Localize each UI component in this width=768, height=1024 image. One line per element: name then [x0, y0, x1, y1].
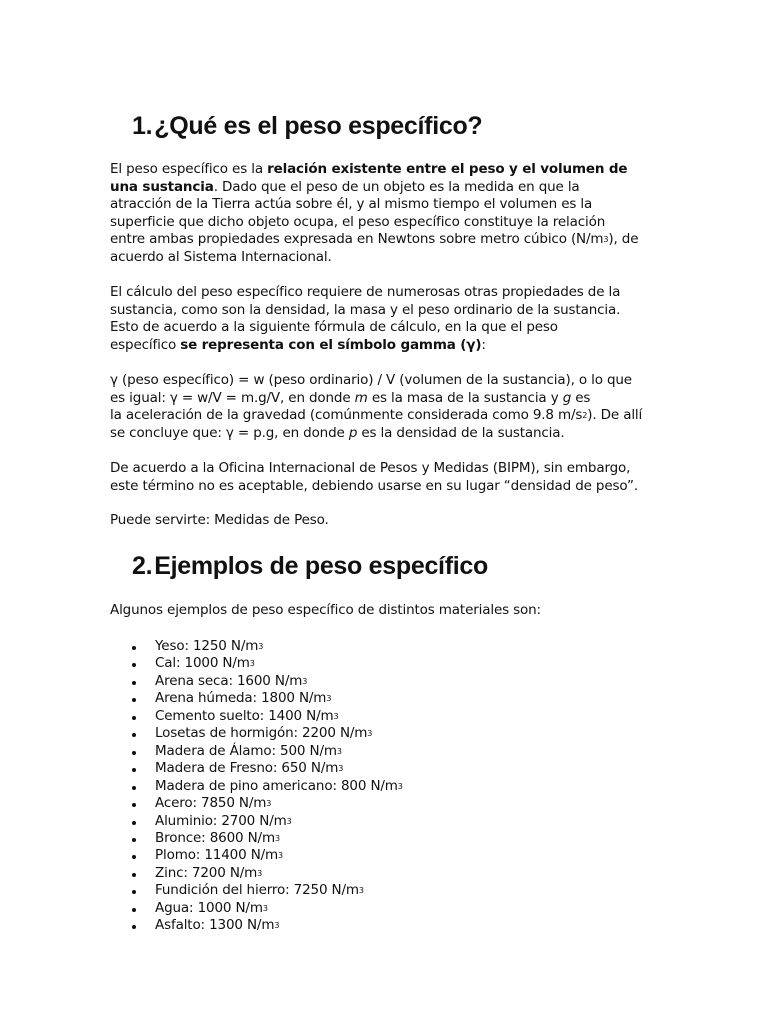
text-line: [110, 425, 658, 443]
section-heading-examples: [132, 551, 488, 581]
list-item: [130, 813, 403, 830]
paragraph-bipm: [110, 460, 658, 495]
bold-text: una sustancia: [110, 178, 214, 195]
list-item: [130, 900, 403, 917]
list-item-text: Madera de Álamo: 500 N/m: [155, 742, 337, 759]
superscript: 3: [274, 833, 280, 843]
section-heading-what-is: [132, 111, 482, 141]
list-item: [130, 917, 403, 934]
text-run: es: [571, 389, 591, 406]
paragraph-calculation: [110, 284, 658, 354]
text-line: Algunos ejemplos de peso específico de distintos materiales son:: [110, 602, 541, 618]
italic-variable: g: [562, 389, 572, 406]
text-line: [110, 231, 658, 249]
paragraph-formula: [110, 372, 658, 442]
text-line: atracción de la Tierra actúa sobre él, y al mismo tiempo el volumen es la: [110, 196, 593, 212]
superscript: 3: [286, 816, 292, 826]
list-item-text: Plomo: 11400 N/m: [155, 847, 279, 864]
text-run: ). De allí: [587, 407, 643, 423]
text-line: acuerdo al Sistema Internacional.: [110, 248, 332, 265]
superscript: 3: [262, 903, 268, 913]
superscript: 3: [338, 764, 344, 774]
list-item-text: Yeso: 1250 N/m: [155, 638, 259, 654]
text-line: [110, 407, 658, 425]
list-item: [130, 655, 403, 672]
superscript: 3: [326, 694, 332, 704]
text-run: es igual: γ = w/V = m.g/V, en donde: [110, 389, 355, 406]
list-item: [130, 847, 403, 864]
examples-list: [130, 638, 403, 935]
superscript: 3: [257, 868, 263, 878]
superscript: 3: [278, 851, 283, 861]
superscript: 3: [249, 659, 255, 669]
text-line: este término no es aceptable, debiendo usarse en su lugar “densidad de peso”.: [110, 477, 638, 494]
text-run: específico: [110, 336, 181, 353]
text-line: [110, 390, 658, 408]
text-line: γ (peso específico) = w (peso ordinario) / V (volumen de la sustancia), o lo que: [110, 372, 632, 388]
superscript: 3: [266, 799, 272, 809]
italic-variable: p: [348, 424, 358, 441]
list-item: [130, 830, 403, 847]
text-run: . Dado que el peso de un objeto es la medida en que la: [213, 178, 580, 195]
superscript: 3: [397, 781, 403, 791]
bold-text: se representa con el símbolo gamma (γ): [180, 336, 482, 353]
section-title: Ejemplos de peso específico: [154, 552, 488, 580]
text-run: entre ambas propiedades expresada en Newtons sobre metro cúbico (N/m: [110, 231, 604, 247]
superscript: 3: [302, 676, 308, 686]
superscript: 3: [603, 235, 609, 244]
list-item: [130, 795, 403, 812]
text-run: es la densidad de la sustancia.: [357, 424, 565, 441]
list-item-text: Asfalto: 1300 N/m: [155, 917, 275, 934]
list-item: [130, 725, 403, 742]
section-title: ¿Qué es el peso específico?: [154, 112, 483, 140]
list-item-text: Arena seca: 1600 N/m: [155, 672, 303, 689]
list-item-text: Madera de Fresno: 650 N/m: [155, 760, 339, 777]
italic-variable: m: [354, 389, 368, 406]
list-item: [130, 778, 403, 795]
superscript: 3: [367, 729, 373, 739]
superscript: 3: [336, 746, 342, 756]
list-item: [130, 743, 403, 760]
text-run: ), de: [608, 231, 639, 247]
text-line: superficie que dicho objeto ocupa, el peso específico constituye la relación: [110, 213, 606, 230]
superscript: 3: [333, 711, 339, 721]
list-item-text: Bronce: 8600 N/m: [155, 829, 275, 846]
text-line: [110, 179, 658, 197]
superscript: 3: [258, 642, 264, 651]
section-number: 2.: [132, 552, 153, 580]
text-line: [110, 337, 658, 355]
text-line: El cálculo del peso específico requiere de numerosas otras propiedades de la: [110, 284, 621, 300]
list-item-text: Zinc: 7200 N/m: [155, 864, 258, 881]
paragraph-examples-intro: [110, 602, 658, 620]
list-item: [130, 638, 403, 655]
list-item-text: Cemento suelto: 1400 N/m: [155, 707, 334, 724]
list-item: [130, 708, 403, 725]
text-run: es la masa de la sustancia y: [367, 389, 563, 406]
list-item-text: Cal: 1000 N/m: [155, 655, 250, 672]
text-run: :: [481, 336, 486, 353]
list-item-text: Agua: 1000 N/m: [155, 899, 263, 916]
text-run: El peso específico es la: [110, 161, 268, 177]
text-line: Esto de acuerdo a la siguiente fórmula de cálculo, en la que el peso: [110, 319, 558, 335]
bold-text: relación existente entre el peso y el volumen de: [267, 161, 628, 177]
text-line: [110, 161, 658, 179]
list-item: [130, 673, 403, 690]
text-line: De acuerdo a la Oficina Internacional de Pesos y Medidas (BIPM), sin embargo,: [110, 460, 631, 476]
text-line: Puede servirte: Medidas de Peso.: [110, 512, 329, 528]
superscript: 3: [358, 886, 364, 896]
list-item: [130, 865, 403, 882]
text-run: la aceleración de la gravedad (comúnmente considerada como 9.8 m/s: [110, 407, 583, 423]
paragraph-related-link: [110, 512, 658, 530]
list-item: [130, 760, 403, 777]
superscript: 3: [274, 921, 280, 931]
list-item-text: Losetas de hormigón: 2200 N/m: [155, 725, 368, 742]
list-item-text: Fundición del hierro: 7250 N/m: [155, 882, 359, 899]
superscript: 2: [582, 411, 588, 420]
list-item-text: Arena húmeda: 1800 N/m: [155, 690, 327, 707]
list-item: [130, 882, 403, 899]
list-item: [130, 690, 403, 707]
list-item-text: Aluminio: 2700 N/m: [155, 812, 287, 829]
paragraph-definition: [110, 161, 658, 266]
text-run: se concluye que: γ = p.g, en donde: [110, 424, 349, 441]
list-item-text: Madera de pino americano: 800 N/m: [155, 777, 398, 794]
section-number: 1.: [132, 112, 153, 140]
list-item-text: Acero: 7850 N/m: [155, 795, 267, 812]
text-line: sustancia, como son la densidad, la masa y el peso ordinario de la sustancia.: [110, 301, 621, 318]
